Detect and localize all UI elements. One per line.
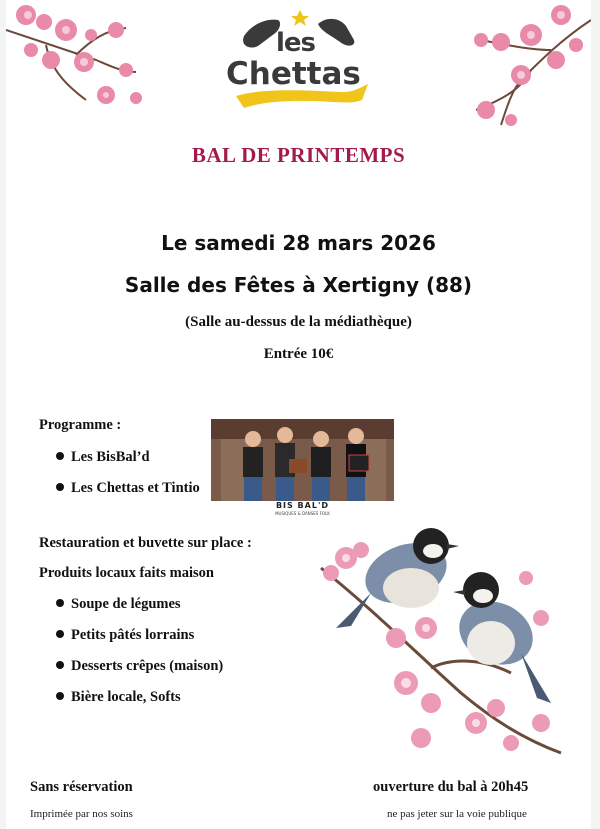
food-heading: Restauration et buvette sur place : bbox=[39, 535, 252, 551]
programme-item-label: Les BisBal’d bbox=[71, 449, 150, 465]
les-chettas-logo bbox=[222, 4, 382, 112]
bullet-icon bbox=[56, 692, 64, 700]
cherry-blossom-left bbox=[6, 0, 146, 120]
event-date: Le samedi 28 mars 2026 bbox=[161, 231, 436, 255]
event-venue: Salle des Fêtes à Xertigny (88) bbox=[124, 273, 473, 297]
programme-item bbox=[56, 449, 150, 466]
cherry-blossom-right bbox=[461, 0, 591, 130]
footer-opening-time: ouverture du bal à 20h45 bbox=[373, 779, 529, 795]
footer-litter-note: ne pas jeter sur la voie publique bbox=[387, 808, 527, 820]
poster bbox=[6, 0, 591, 829]
food-item-label: Soupe de légumes bbox=[71, 596, 181, 612]
programme-item bbox=[56, 480, 200, 497]
food-item-label: Petits pâtés lorrains bbox=[71, 627, 195, 643]
bullet-icon bbox=[56, 661, 64, 669]
logo-line-chettas: Chettas bbox=[226, 56, 361, 92]
programme-item-label: Les Chettas et Tintio bbox=[71, 480, 200, 496]
food-item bbox=[56, 627, 194, 644]
band-tagline: MUSIQUES & DANSES FOLK bbox=[275, 511, 330, 516]
logo-line-les: les bbox=[276, 28, 316, 58]
entry-price: Entrée 10€ bbox=[263, 346, 334, 362]
food-item-label: Desserts crêpes (maison) bbox=[71, 658, 224, 674]
programme-heading: Programme : bbox=[39, 417, 122, 433]
food-subheading: Produits locaux faits maison bbox=[39, 565, 214, 581]
food-item bbox=[56, 689, 181, 706]
bullet-icon bbox=[56, 483, 64, 491]
venue-note: (Salle au-dessus de la médiathèque) bbox=[185, 314, 412, 330]
birds-on-branch-illustration bbox=[311, 518, 571, 763]
footer-printed-note: Imprimée par nos soins bbox=[30, 808, 133, 820]
band-name: BIS BAL'D bbox=[275, 501, 330, 510]
bullet-icon bbox=[56, 630, 64, 638]
food-item bbox=[56, 658, 223, 675]
footer-no-reservation: Sans réservation bbox=[30, 779, 133, 795]
food-item-label: Bière locale, Softs bbox=[71, 689, 181, 705]
food-item bbox=[56, 596, 181, 613]
bullet-icon bbox=[56, 599, 64, 607]
bullet-icon bbox=[56, 452, 64, 460]
band-photo bbox=[211, 419, 394, 519]
event-title: BAL DE PRINTEMPS bbox=[191, 143, 406, 167]
